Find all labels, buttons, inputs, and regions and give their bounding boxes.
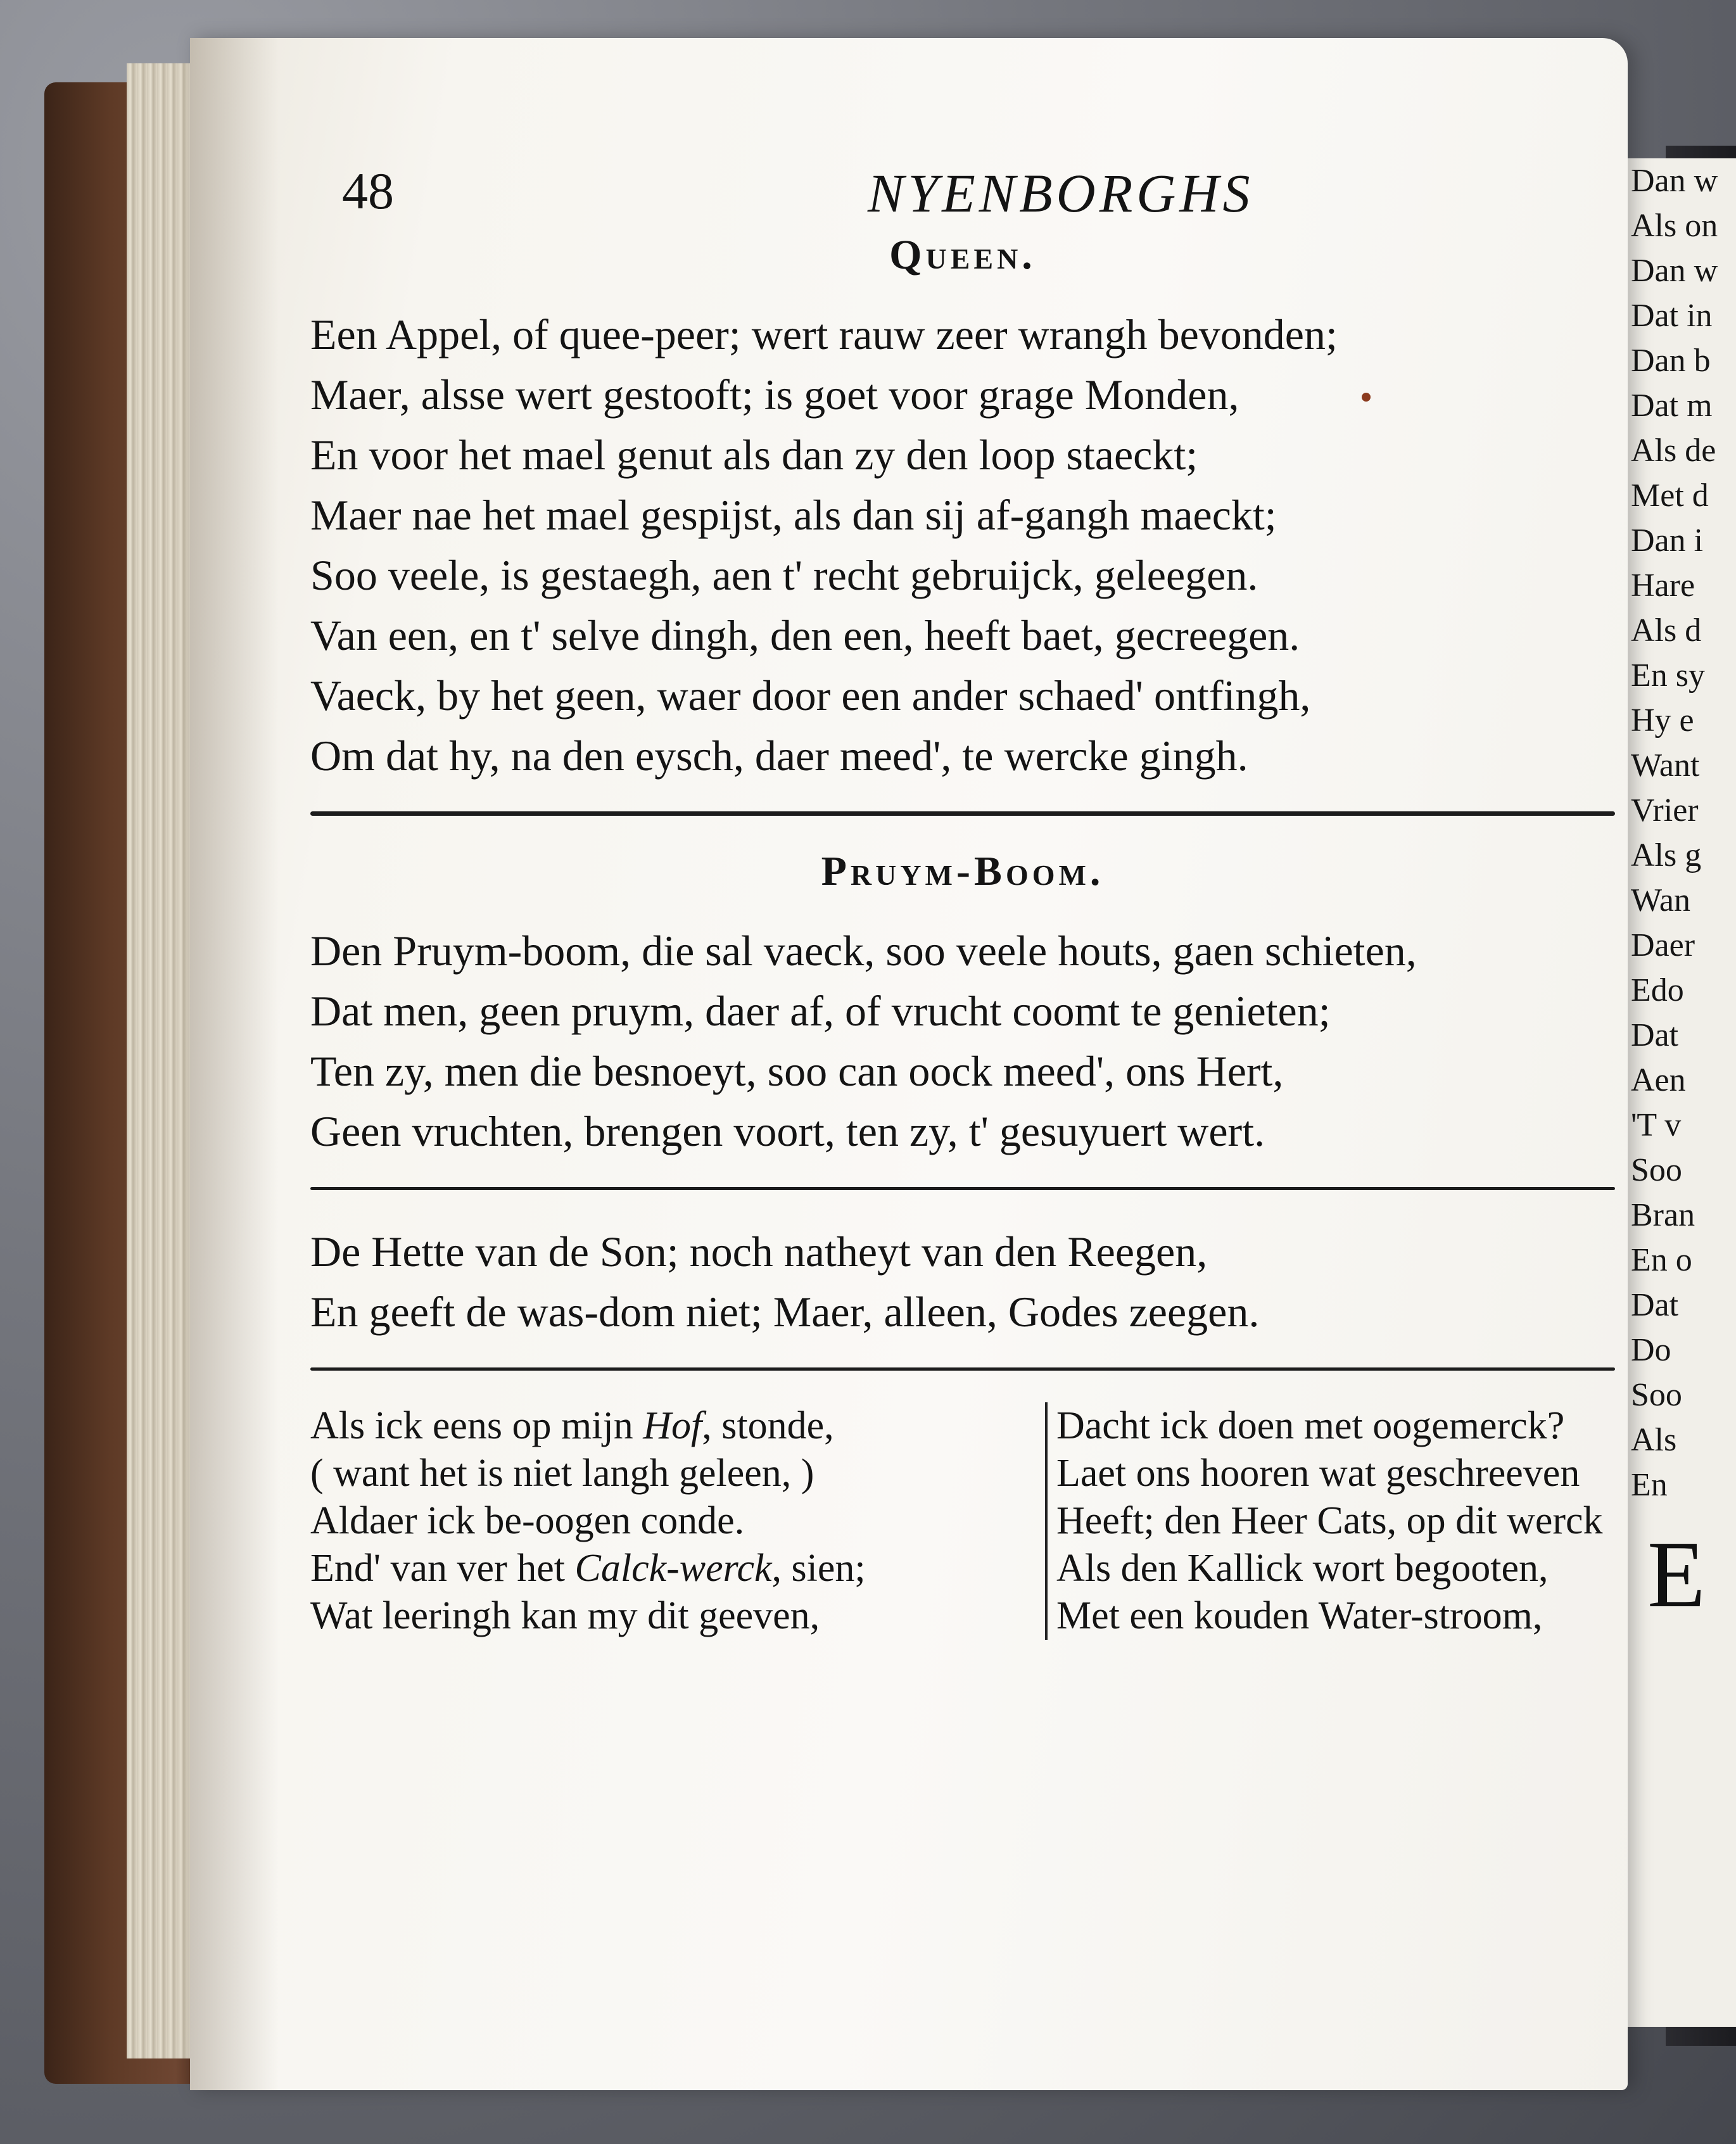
facing-page-line: Dan i — [1631, 523, 1704, 559]
verse-line: Maer nae het mael gespijst, als dan sij af-gangh maeckt; — [310, 491, 1277, 539]
section-divider — [310, 1187, 1615, 1190]
verse-line: Soo veele, is gestaegh, aen t' recht gebruijck, geleegen. — [310, 551, 1258, 599]
section-divider — [310, 1367, 1615, 1371]
verse-line — [310, 1592, 1045, 1640]
verse-text: Wat leeringh kan my dit geeven, — [310, 1594, 820, 1637]
verse-line: Maer, alsse wert gestooft; is goet voor grage Monden, — [310, 371, 1239, 419]
verse-line: Als den Kallick wort begooten, — [1056, 1547, 1549, 1590]
facing-page-line: Want — [1631, 747, 1700, 783]
section-title-pruym-boom: Pruym-Boom. — [821, 848, 1105, 894]
verse-text: Aldaer ick be-oogen conde. — [310, 1499, 745, 1542]
facing-page-line: Als de — [1631, 433, 1716, 469]
verse-line: Heeft; den Heer Cats, op dit werck — [1056, 1499, 1603, 1542]
facing-page-line: Hy e — [1631, 702, 1694, 739]
facing-page — [1618, 158, 1736, 2027]
section-divider — [310, 811, 1615, 816]
running-title: NYENBORGHS — [868, 163, 1254, 224]
running-head — [310, 162, 1615, 231]
verse-line: Geen vruchten, brengen voort, ten zy, t' gesuyuert wert. — [310, 1107, 1265, 1155]
verse-line: Een Appel, of quee-peer; wert rauw zeer wrangh bevonden; — [310, 310, 1338, 358]
verse-line: Dacht ick doen met oogemerck? — [1056, 1404, 1565, 1447]
facing-page-line: 'T v — [1631, 1107, 1682, 1143]
verse-line: En voor het mael genut als dan zy den loop staeckt; — [310, 431, 1198, 479]
verse-line: Ten zy, men die besnoeyt, soo can oock meed', ons Hert, — [310, 1047, 1284, 1095]
facing-page-line: Dan w — [1631, 163, 1718, 199]
facing-page-line: Vrier — [1631, 792, 1699, 828]
facing-page-initial: E — [1647, 1522, 1706, 1627]
verse-italic: Hof — [643, 1404, 702, 1447]
verse-queen — [310, 305, 1615, 786]
section-title-queen: Queen. — [889, 232, 1036, 278]
verse-line: Dat men, geen pruym, daer af, of vrucht coomt te genieten; — [310, 987, 1331, 1035]
gutter-shadow — [190, 38, 279, 2090]
verse-line: Vaeck, by het geen, waer door een ander schaed' ontfingh, — [310, 671, 1311, 720]
facing-page-line: Dat m — [1631, 388, 1713, 424]
page-content — [310, 162, 1615, 1640]
verse-line — [310, 1545, 1045, 1592]
facing-page-line: Dat — [1631, 1017, 1679, 1053]
verse-line: Met een kouden Water-stroom, — [1056, 1594, 1543, 1637]
facing-page-line: Hare — [1631, 568, 1695, 604]
verse-line: Laet ons hooren wat geschreeven — [1056, 1452, 1580, 1495]
verse-line: Om dat hy, na den eysch, daer meed', te wercke gingh. — [310, 732, 1248, 780]
facing-page-line: Met d — [1631, 478, 1709, 514]
verse-italic: Calck-werck — [574, 1547, 772, 1590]
facing-page-lines — [1622, 158, 1736, 1507]
verse-line — [310, 1497, 1045, 1545]
verse-line: De Hette van de Son; noch natheyt van den Reegen, — [310, 1227, 1208, 1276]
closing-poem-right-column — [1045, 1402, 1614, 1640]
facing-page-line: Als — [1631, 1422, 1677, 1458]
verse-line — [310, 1402, 1045, 1450]
facing-page-line: Dan b — [1631, 343, 1711, 379]
facing-page-line: Wan — [1631, 882, 1690, 918]
page-number: 48 — [342, 162, 394, 220]
facing-page-line: Soo — [1631, 1152, 1682, 1188]
facing-page-line: Soo — [1631, 1377, 1682, 1413]
verse-pruym-boom — [310, 921, 1615, 1162]
closing-poem — [310, 1402, 1615, 1640]
facing-page-line: Als g — [1631, 837, 1702, 873]
facing-page-line: Als d — [1631, 612, 1702, 649]
verse-line: En geeft de was-dom niet; Maer, alleen, Godes zeegen. — [310, 1288, 1260, 1336]
verse-line: Van een, en t' selve dingh, den een, heeft baet, gecreegen. — [310, 611, 1300, 659]
facing-page-line: En — [1631, 1467, 1668, 1503]
facing-page-line: En sy — [1631, 657, 1705, 694]
facing-page-line: En o — [1631, 1242, 1692, 1278]
verse-text: End' van ver het — [310, 1547, 575, 1590]
facing-page-line: Bran — [1631, 1197, 1695, 1233]
verse-text: , stonde, — [702, 1404, 834, 1447]
facing-page-line: Do — [1631, 1332, 1671, 1368]
verse-text: Als ick eens op mijn — [310, 1404, 643, 1447]
facing-page-line: Aen — [1631, 1062, 1686, 1098]
verse-line: Den Pruym-boom, die sal vaeck, soo veele houts, gaen schieten, — [310, 927, 1417, 975]
facing-page-line: Edo — [1631, 972, 1684, 1008]
facing-page-line: Als on — [1631, 208, 1718, 244]
verse-hette — [310, 1222, 1615, 1342]
facing-page-line: Dat in — [1631, 298, 1713, 334]
verse-text: ( want het is niet langh geleen, ) — [310, 1452, 814, 1495]
verse-text: , sien; — [771, 1547, 866, 1590]
verse-line — [310, 1450, 1045, 1497]
facing-page-line: Dat — [1631, 1287, 1679, 1323]
facing-page-line: Dan w — [1631, 253, 1718, 289]
closing-poem-left-column — [310, 1402, 1045, 1640]
facing-page-line: Daer — [1631, 927, 1695, 963]
